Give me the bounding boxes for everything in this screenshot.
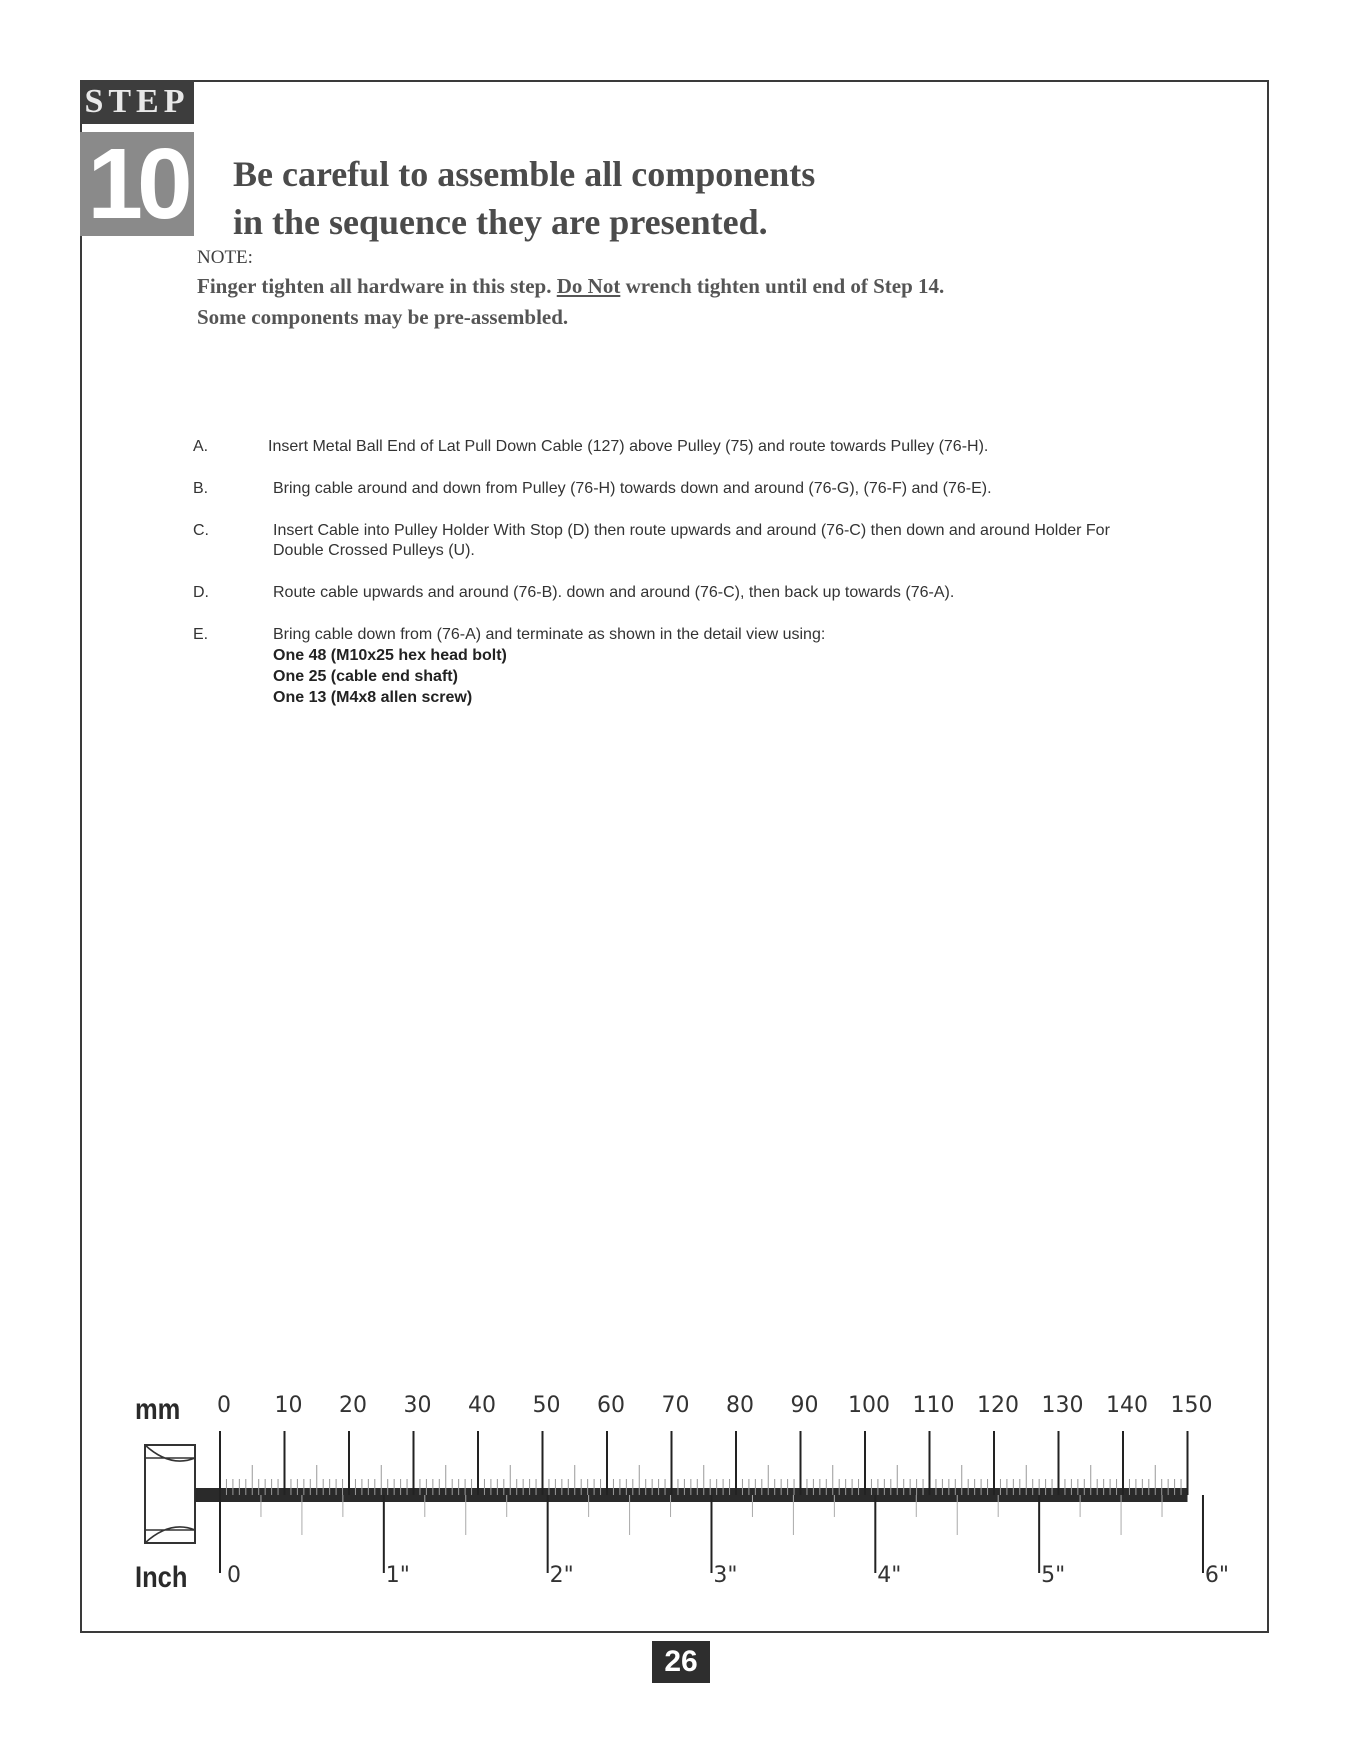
mm-tick-label: 90 [790, 1393, 819, 1418]
instruction-item [193, 625, 1153, 708]
instruction-item [193, 437, 1153, 457]
step-word: STEP [80, 80, 194, 124]
heading-line-1: Be careful to assemble all components [233, 154, 816, 194]
inch-tick-label: 0 [227, 1563, 241, 1588]
hardware-item: One 13 (M4x8 allen screw) [273, 689, 473, 706]
inch-tick-label: 2" [549, 1563, 574, 1588]
step-badge [80, 80, 194, 240]
instruction-letter: B. [193, 480, 209, 497]
mm-tick-label: 130 [1041, 1393, 1084, 1418]
note-line-1-before: Finger tighten all hardware in this step. [197, 274, 557, 298]
inch-tick-label: 4" [877, 1563, 902, 1588]
mm-tick-label: 120 [977, 1393, 1019, 1418]
mm-tick-label: 0 [217, 1393, 231, 1418]
instruction-letter: E. [193, 626, 209, 643]
instruction-item [193, 479, 1153, 499]
mm-tick-label: 50 [532, 1393, 561, 1418]
inch-tick-label: 6" [1204, 1563, 1230, 1588]
mm-label: mm [135, 1393, 181, 1426]
instruction-letter: C. [193, 522, 209, 539]
step-number: 10 [80, 132, 194, 236]
note-line-1 [197, 271, 944, 302]
inch-tick-label: 3" [713, 1563, 738, 1588]
instruction-item [193, 521, 1153, 561]
heading-line-2: in the sequence they are presented. [233, 202, 768, 242]
instruction-item [193, 583, 1153, 603]
mm-tick-label: 60 [597, 1393, 625, 1418]
mm-tick-label: 10 [274, 1393, 303, 1418]
mm-tick-label: 40 [468, 1393, 496, 1418]
note-line-1-after: wrench tighten until end of Step 14. [620, 274, 945, 298]
mm-tick-label: 150 [1170, 1393, 1213, 1418]
inch-tick-label: 1" [385, 1563, 410, 1588]
note-emphasis: Do Not [556, 274, 621, 298]
mm-tick-label: 20 [339, 1393, 367, 1418]
hardware-item: One 25 (cable end shaft) [273, 668, 458, 685]
mm-tick-label: 70 [661, 1393, 690, 1418]
bolt-head-facets [145, 1445, 195, 1543]
hardware-item: One 48 (M10x25 hex head bolt) [273, 647, 507, 664]
instruction-list [193, 437, 1153, 730]
inch-tick-label: 5" [1041, 1563, 1066, 1588]
mm-tick-label: 140 [1106, 1393, 1148, 1418]
note-title: NOTE: [197, 247, 253, 268]
instruction-letter: A. [193, 438, 209, 455]
page-heading [233, 150, 815, 246]
instruction-text: Insert Metal Ball End of Lat Pull Down Cable (127) above Pulley (75) and route towards Pulley (76-H). [268, 438, 989, 455]
hardware-list [273, 645, 1153, 708]
page-number: 26 [652, 1641, 710, 1683]
instruction-letter: D. [193, 584, 209, 601]
bolt-length-ruler [125, 1383, 1230, 1603]
mm-tick-label: 80 [726, 1393, 754, 1418]
instruction-text: Route cable upwards and around (76-B). down and around (76-C), then back up towards (76-A). [273, 584, 955, 601]
instruction-text: Bring cable around and down from Pulley (76-H) towards down and around (76-G), (76-F) and (76-E). [273, 480, 992, 497]
mm-tick-label: 30 [403, 1393, 432, 1418]
instruction-text: Insert Cable into Pulley Holder With Stop (D) then route upwards and around (76-C) then down and around Holder For Double Crossed Pulleys (U). [273, 522, 1110, 559]
note-line-2: Some components may be pre-assembled. [197, 305, 569, 329]
mm-tick-label: 100 [848, 1393, 890, 1418]
mm-tick-label: 110 [912, 1393, 955, 1418]
instruction-text: Bring cable down from (76-A) and terminate as shown in the detail view using: [273, 626, 826, 643]
note-block [197, 245, 944, 333]
inch-label: Inch [135, 1561, 188, 1594]
